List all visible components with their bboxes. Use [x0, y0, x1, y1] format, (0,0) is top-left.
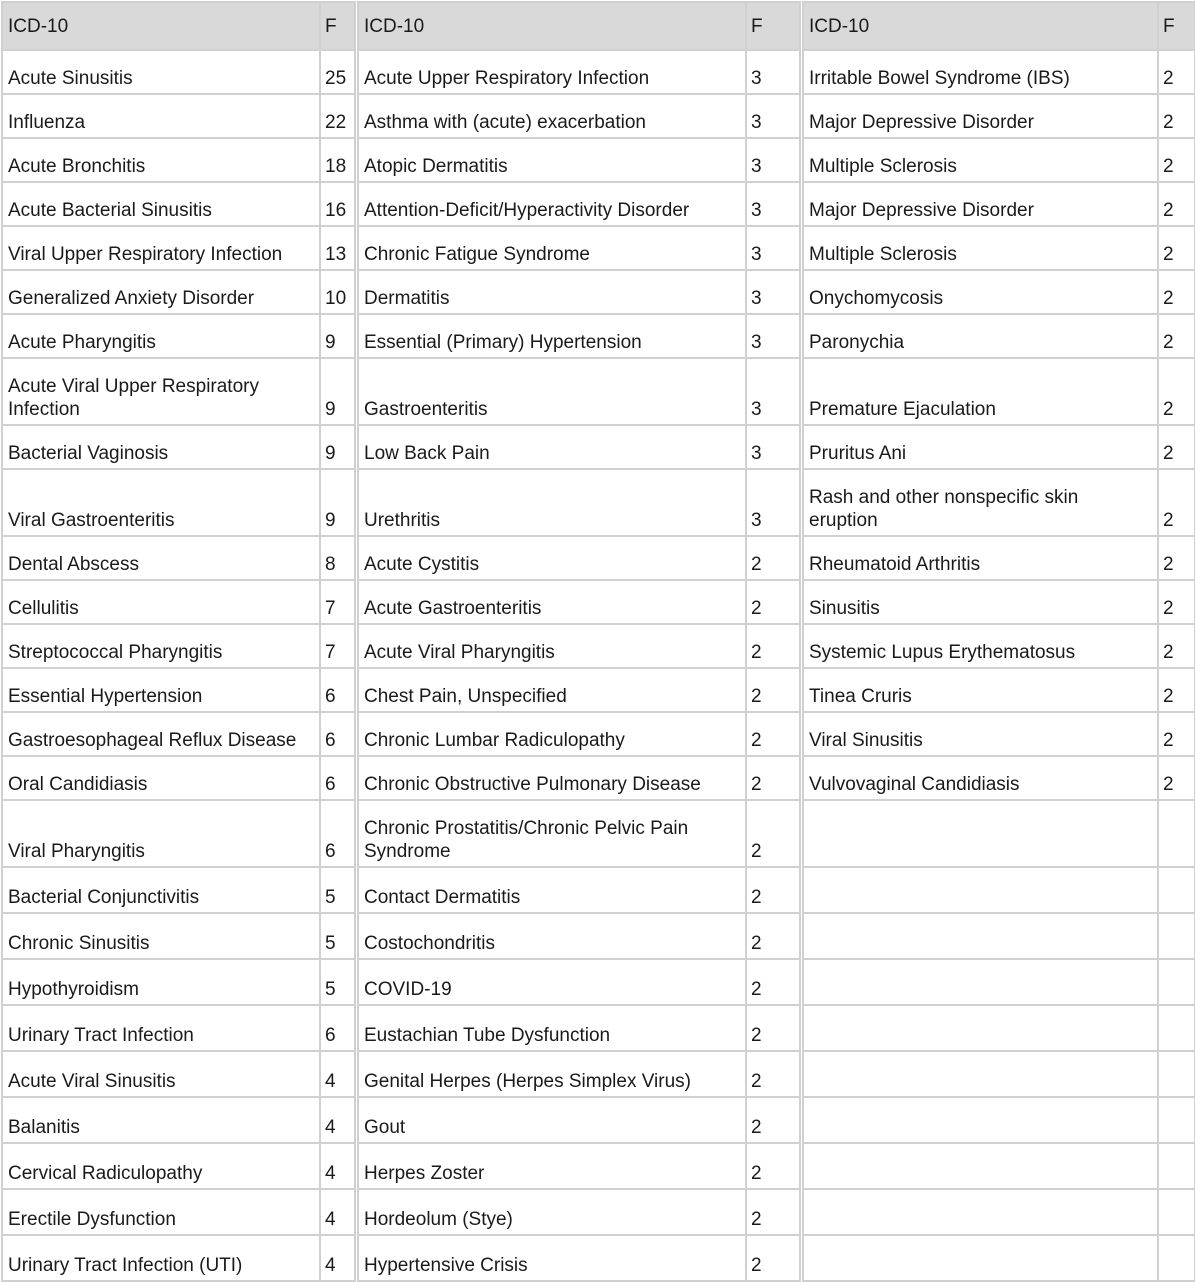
- diagnosis-col3: Systemic Lupus Erythematosus: [803, 624, 1158, 668]
- frequency-col1: 7: [320, 624, 355, 668]
- frequency-col1: 6: [320, 712, 355, 756]
- frequency-col1: 4: [320, 1189, 355, 1235]
- frequency-col2: 3: [746, 50, 800, 94]
- frequency-col3: 2: [1158, 358, 1195, 425]
- frequency-col3: 2: [1158, 425, 1195, 469]
- table-row: [2, 668, 1195, 712]
- diagnosis-col1: Chronic Sinusitis: [2, 913, 320, 959]
- table-row: [2, 138, 1195, 182]
- diagnosis-col3: [803, 1189, 1158, 1235]
- frequency-col2: 3: [746, 270, 800, 314]
- table-row: [2, 624, 1195, 668]
- diagnosis-col3: [803, 1235, 1158, 1281]
- frequency-col1: 10: [320, 270, 355, 314]
- table-row: [2, 94, 1195, 138]
- diagnosis-col1: Oral Candidiasis: [2, 756, 320, 800]
- diagnosis-col3: Rheumatoid Arthritis: [803, 536, 1158, 580]
- diagnosis-col1: Acute Bronchitis: [2, 138, 320, 182]
- diagnosis-col1: Generalized Anxiety Disorder: [2, 270, 320, 314]
- frequency-col3: [1158, 913, 1195, 959]
- frequency-col1: 16: [320, 182, 355, 226]
- diagnosis-col2: Acute Cystitis: [358, 536, 746, 580]
- table-row: [2, 712, 1195, 756]
- frequency-col2: 2: [746, 624, 800, 668]
- diagnosis-col2: Hypertensive Crisis: [358, 1235, 746, 1281]
- diagnosis-col3: Major Depressive Disorder: [803, 94, 1158, 138]
- frequency-col2: 2: [746, 1097, 800, 1143]
- frequency-col1: 5: [320, 867, 355, 913]
- diagnosis-col2: Acute Viral Pharyngitis: [358, 624, 746, 668]
- frequency-col3: 2: [1158, 94, 1195, 138]
- diagnosis-col1: Acute Viral Sinusitis: [2, 1051, 320, 1097]
- diagnosis-col3: [803, 800, 1158, 867]
- frequency-col3: [1158, 1097, 1195, 1143]
- frequency-col1: 4: [320, 1235, 355, 1281]
- diagnosis-col3: Rash and other nonspecific skin eruption: [803, 469, 1158, 536]
- frequency-col1: 6: [320, 668, 355, 712]
- table-row: [2, 314, 1195, 358]
- frequency-col2: 2: [746, 580, 800, 624]
- frequency-col3: [1158, 1005, 1195, 1051]
- diagnosis-col2: Genital Herpes (Herpes Simplex Virus): [358, 1051, 746, 1097]
- diagnosis-col3: [803, 1143, 1158, 1189]
- diagnosis-col1: Viral Pharyngitis: [2, 800, 320, 867]
- frequency-col1: 5: [320, 959, 355, 1005]
- diagnosis-col2: Chronic Obstructive Pulmonary Disease: [358, 756, 746, 800]
- header-frequency-col3: F: [1158, 2, 1195, 50]
- frequency-col3: 2: [1158, 580, 1195, 624]
- diagnosis-col3: [803, 1005, 1158, 1051]
- table-header-row: [2, 2, 1195, 50]
- diagnosis-col3: Onychomycosis: [803, 270, 1158, 314]
- diagnosis-col1: Hypothyroidism: [2, 959, 320, 1005]
- diagnosis-col3: Sinusitis: [803, 580, 1158, 624]
- diagnosis-col1: Gastroesophageal Reflux Disease: [2, 712, 320, 756]
- frequency-col1: 8: [320, 536, 355, 580]
- frequency-col2: 2: [746, 1005, 800, 1051]
- frequency-col2: 3: [746, 182, 800, 226]
- diagnosis-col2: Chronic Lumbar Radiculopathy: [358, 712, 746, 756]
- table-row: [2, 800, 1195, 867]
- table-row: [2, 1235, 1195, 1281]
- frequency-col3: 2: [1158, 50, 1195, 94]
- diagnosis-col2: Asthma with (acute) exacerbation: [358, 94, 746, 138]
- diagnosis-col2: Eustachian Tube Dysfunction: [358, 1005, 746, 1051]
- frequency-col2: 3: [746, 358, 800, 425]
- diagnosis-col3: [803, 867, 1158, 913]
- frequency-col3: 2: [1158, 712, 1195, 756]
- diagnosis-col3: Vulvovaginal Candidiasis: [803, 756, 1158, 800]
- diagnosis-col2: Low Back Pain: [358, 425, 746, 469]
- frequency-col3: 2: [1158, 226, 1195, 270]
- diagnosis-col3: [803, 913, 1158, 959]
- diagnosis-col3: [803, 1051, 1158, 1097]
- frequency-col2: 3: [746, 469, 800, 536]
- frequency-col1: 7: [320, 580, 355, 624]
- table-row: [2, 50, 1195, 94]
- table-row: [2, 867, 1195, 913]
- table-row: [2, 1097, 1195, 1143]
- frequency-col2: 3: [746, 94, 800, 138]
- frequency-col3: 2: [1158, 182, 1195, 226]
- table-row: [2, 756, 1195, 800]
- frequency-col3: 2: [1158, 624, 1195, 668]
- frequency-col2: 2: [746, 668, 800, 712]
- diagnosis-col2: Contact Dermatitis: [358, 867, 746, 913]
- frequency-col1: 4: [320, 1143, 355, 1189]
- diagnosis-col3: Irritable Bowel Syndrome (IBS): [803, 50, 1158, 94]
- diagnosis-col2: Acute Upper Respiratory Infection: [358, 50, 746, 94]
- diagnosis-col3: [803, 959, 1158, 1005]
- diagnosis-col2: Gout: [358, 1097, 746, 1143]
- frequency-col3: [1158, 1189, 1195, 1235]
- diagnosis-col1: Balanitis: [2, 1097, 320, 1143]
- diagnosis-col2: Urethritis: [358, 469, 746, 536]
- frequency-col3: 2: [1158, 668, 1195, 712]
- diagnosis-col1: Acute Pharyngitis: [2, 314, 320, 358]
- table-row: [2, 959, 1195, 1005]
- frequency-col2: 2: [746, 1235, 800, 1281]
- frequency-col1: 4: [320, 1051, 355, 1097]
- header-frequency-col2: F: [746, 2, 800, 50]
- diagnosis-col2: COVID-19: [358, 959, 746, 1005]
- diagnosis-col3: [803, 1097, 1158, 1143]
- frequency-col1: 13: [320, 226, 355, 270]
- frequency-col1: 6: [320, 1005, 355, 1051]
- diagnosis-col2: Hordeolum (Stye): [358, 1189, 746, 1235]
- diagnosis-col1: Streptococcal Pharyngitis: [2, 624, 320, 668]
- diagnosis-col3: Pruritus Ani: [803, 425, 1158, 469]
- frequency-col2: 3: [746, 138, 800, 182]
- diagnosis-col1: Erectile Dysfunction: [2, 1189, 320, 1235]
- frequency-col2: 3: [746, 226, 800, 270]
- frequency-col1: 9: [320, 358, 355, 425]
- frequency-col2: 2: [746, 756, 800, 800]
- frequency-col1: 18: [320, 138, 355, 182]
- header-icd10-col1: ICD-10: [2, 2, 320, 50]
- frequency-col3: 2: [1158, 536, 1195, 580]
- table-row: [2, 270, 1195, 314]
- frequency-col2: 2: [746, 867, 800, 913]
- header-icd10-col2: ICD-10: [358, 2, 746, 50]
- frequency-col3: [1158, 1143, 1195, 1189]
- frequency-col2: 2: [746, 1189, 800, 1235]
- table-body: [2, 2, 1195, 1281]
- diagnosis-col2: Herpes Zoster: [358, 1143, 746, 1189]
- table-row: [2, 425, 1195, 469]
- diagnosis-col2: Chronic Prostatitis/Chronic Pelvic Pain Syndrome: [358, 800, 746, 867]
- frequency-col3: 2: [1158, 469, 1195, 536]
- frequency-col3: [1158, 1235, 1195, 1281]
- diagnosis-col3: Major Depressive Disorder: [803, 182, 1158, 226]
- frequency-col2: 2: [746, 536, 800, 580]
- frequency-col1: 9: [320, 314, 355, 358]
- diagnosis-col2: Gastroenteritis: [358, 358, 746, 425]
- table-row: [2, 226, 1195, 270]
- diagnosis-col2: Dermatitis: [358, 270, 746, 314]
- diagnosis-col1: Cervical Radiculopathy: [2, 1143, 320, 1189]
- frequency-col1: 22: [320, 94, 355, 138]
- header-icd10-col3: ICD-10: [803, 2, 1158, 50]
- frequency-col3: 2: [1158, 138, 1195, 182]
- frequency-col3: [1158, 959, 1195, 1005]
- diagnosis-col2: Atopic Dermatitis: [358, 138, 746, 182]
- frequency-col2: 2: [746, 959, 800, 1005]
- icd10-frequency-table: [1, 1, 1195, 1282]
- frequency-col3: 2: [1158, 314, 1195, 358]
- frequency-col3: 2: [1158, 270, 1195, 314]
- diagnosis-col2: Acute Gastroenteritis: [358, 580, 746, 624]
- frequency-col2: 2: [746, 1051, 800, 1097]
- frequency-col1: 9: [320, 425, 355, 469]
- frequency-col1: 25: [320, 50, 355, 94]
- frequency-col2: 2: [746, 913, 800, 959]
- diagnosis-col1: Acute Sinusitis: [2, 50, 320, 94]
- diagnosis-col3: Viral Sinusitis: [803, 712, 1158, 756]
- diagnosis-col1: Cellulitis: [2, 580, 320, 624]
- diagnosis-col2: Essential (Primary) Hypertension: [358, 314, 746, 358]
- table-row: [2, 1051, 1195, 1097]
- diagnosis-col1: Urinary Tract Infection: [2, 1005, 320, 1051]
- diagnosis-col2: Attention-Deficit/Hyperactivity Disorder: [358, 182, 746, 226]
- diagnosis-col1: Urinary Tract Infection (UTI): [2, 1235, 320, 1281]
- diagnosis-col1: Dental Abscess: [2, 536, 320, 580]
- diagnosis-col3: Multiple Sclerosis: [803, 138, 1158, 182]
- diagnosis-col2: Chronic Fatigue Syndrome: [358, 226, 746, 270]
- frequency-col2: 3: [746, 314, 800, 358]
- frequency-col3: [1158, 1051, 1195, 1097]
- frequency-col1: 6: [320, 756, 355, 800]
- frequency-col1: 4: [320, 1097, 355, 1143]
- table-row: [2, 182, 1195, 226]
- table-row: [2, 358, 1195, 425]
- diagnosis-col1: Acute Viral Upper Respiratory Infection: [2, 358, 320, 425]
- diagnosis-col1: Bacterial Vaginosis: [2, 425, 320, 469]
- frequency-col2: 3: [746, 425, 800, 469]
- diagnosis-col2: Costochondritis: [358, 913, 746, 959]
- frequency-col2: 2: [746, 712, 800, 756]
- diagnosis-col3: Multiple Sclerosis: [803, 226, 1158, 270]
- header-frequency-col1: F: [320, 2, 355, 50]
- diagnosis-col1: Viral Gastroenteritis: [2, 469, 320, 536]
- diagnosis-col1: Acute Bacterial Sinusitis: [2, 182, 320, 226]
- table-row: [2, 580, 1195, 624]
- frequency-col2: 2: [746, 1143, 800, 1189]
- diagnosis-col3: Tinea Cruris: [803, 668, 1158, 712]
- table-row: [2, 1189, 1195, 1235]
- frequency-col1: 5: [320, 913, 355, 959]
- diagnosis-col1: Bacterial Conjunctivitis: [2, 867, 320, 913]
- frequency-col2: 2: [746, 800, 800, 867]
- frequency-col1: 6: [320, 800, 355, 867]
- diagnosis-col1: Viral Upper Respiratory Infection: [2, 226, 320, 270]
- table-row: [2, 1143, 1195, 1189]
- table-row: [2, 469, 1195, 536]
- frequency-col1: 9: [320, 469, 355, 536]
- diagnosis-col3: Premature Ejaculation: [803, 358, 1158, 425]
- diagnosis-col3: Paronychia: [803, 314, 1158, 358]
- frequency-col3: [1158, 867, 1195, 913]
- table-row: [2, 913, 1195, 959]
- frequency-col3: [1158, 800, 1195, 867]
- table-row: [2, 536, 1195, 580]
- table-row: [2, 1005, 1195, 1051]
- diagnosis-col1: Essential Hypertension: [2, 668, 320, 712]
- diagnosis-col1: Influenza: [2, 94, 320, 138]
- frequency-col3: 2: [1158, 756, 1195, 800]
- diagnosis-col2: Chest Pain, Unspecified: [358, 668, 746, 712]
